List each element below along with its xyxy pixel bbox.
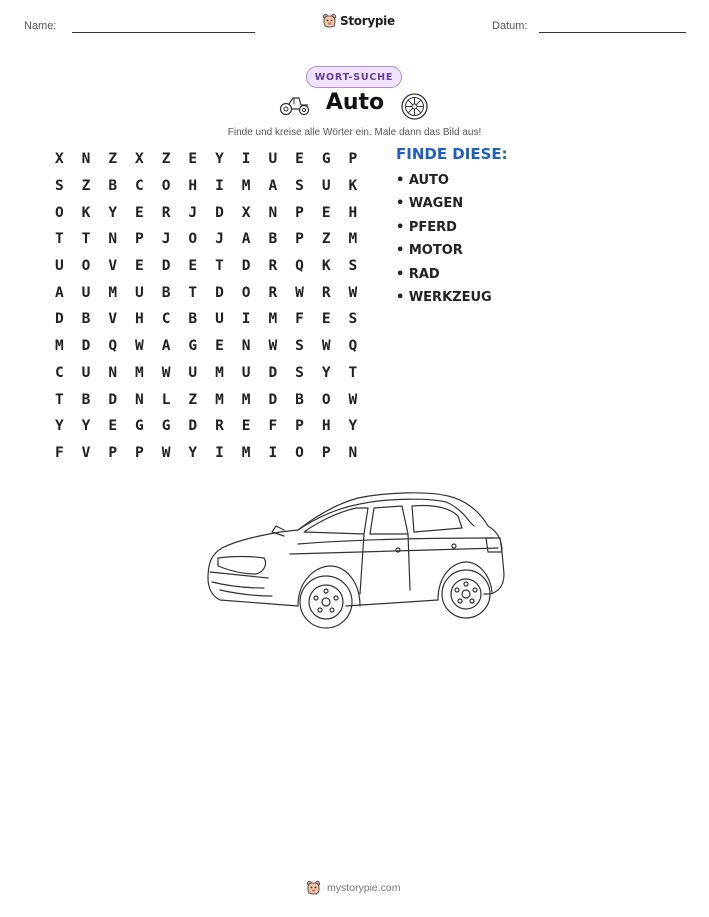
- grid-letter: U: [188, 364, 198, 381]
- grid-letter: Y: [348, 418, 358, 435]
- grid-letter: D: [241, 258, 251, 275]
- footer: [306, 880, 401, 896]
- word-list-item: • MOTOR: [396, 243, 463, 259]
- grid-letter: P: [135, 231, 144, 248]
- grid-letter: S: [348, 258, 358, 275]
- grid-letter: B: [188, 311, 198, 328]
- grid-letter: B: [108, 178, 118, 195]
- grid-letter: T: [215, 258, 224, 275]
- grid-letter: N: [108, 364, 118, 381]
- grid-letter: N: [241, 338, 251, 355]
- grid-letter: H: [135, 311, 144, 328]
- grid-letter: A: [268, 178, 278, 195]
- grid-letter: A: [161, 338, 171, 355]
- grid-letter: H: [188, 178, 198, 195]
- grid-letter: R: [268, 284, 278, 301]
- grid-letter: M: [215, 391, 224, 408]
- grid-letter: I: [215, 178, 224, 195]
- word-list-item: • AUTO: [396, 173, 449, 188]
- name-label: Name:: [24, 20, 57, 32]
- grid-letter: S: [295, 178, 304, 195]
- grid-letter: U: [268, 151, 278, 168]
- grid-letter: O: [295, 444, 304, 461]
- grid-letter: U: [215, 311, 224, 328]
- grid-letter: Z: [108, 151, 118, 168]
- grid-letter: T: [54, 231, 64, 248]
- grid-letter: P: [108, 444, 118, 461]
- grid-letter: R: [215, 418, 224, 435]
- grid-row: [46, 173, 366, 200]
- grid-row: [46, 440, 366, 467]
- grid-letter: W: [135, 338, 144, 355]
- grid-letter: D: [54, 311, 64, 328]
- grid-letter: U: [321, 178, 331, 195]
- grid-letter: M: [348, 231, 358, 248]
- grid-letter: V: [108, 258, 118, 275]
- wheel-icon: [401, 93, 428, 120]
- grid-letter: O: [321, 391, 331, 408]
- grid-letter: E: [295, 151, 304, 168]
- grid-letter: U: [81, 284, 91, 301]
- grid-letter: O: [188, 231, 198, 248]
- grid-letter: B: [295, 391, 304, 408]
- date-label: Datum:: [492, 20, 528, 32]
- tractor-icon: [279, 94, 311, 116]
- grid-letter: Y: [108, 204, 118, 221]
- grid-letter: X: [135, 151, 144, 168]
- grid-row: [46, 253, 366, 280]
- word-list-item: • WERKZEUG: [396, 289, 492, 305]
- grid-letter: Y: [188, 444, 198, 461]
- grid-row: [46, 333, 366, 360]
- grid-letter: U: [135, 284, 144, 301]
- grid-letter: T: [54, 391, 64, 408]
- grid-letter: S: [54, 178, 64, 195]
- brand-name: Storypie: [340, 14, 395, 28]
- grid-letter: P: [295, 231, 304, 248]
- grid-letter: Q: [108, 338, 118, 355]
- grid-letter: E: [135, 204, 144, 221]
- grid-letter: A: [54, 284, 64, 301]
- grid-letter: D: [215, 284, 224, 301]
- storypie-mascot-icon: [306, 880, 321, 896]
- grid-letter: J: [188, 204, 198, 221]
- grid-letter: W: [161, 364, 171, 381]
- grid-letter: Z: [81, 178, 91, 195]
- grid-letter: I: [241, 311, 251, 328]
- grid-letter: B: [81, 391, 91, 408]
- grid-letter: M: [215, 364, 224, 381]
- grid-letter: W: [268, 338, 278, 355]
- grid-letter: U: [54, 258, 64, 275]
- grid-letter: U: [241, 364, 251, 381]
- grid-letter: R: [321, 284, 331, 301]
- footer-url: mystorypie.com: [327, 882, 401, 894]
- grid-letter: M: [241, 444, 251, 461]
- grid-letter: Y: [321, 364, 331, 381]
- grid-letter: M: [268, 311, 278, 328]
- grid-letter: O: [161, 178, 171, 195]
- grid-letter: O: [54, 204, 64, 221]
- grid-letter: N: [268, 204, 278, 221]
- word-list-item: • RAD: [396, 266, 440, 282]
- grid-letter: P: [321, 444, 331, 461]
- grid-letter: J: [215, 231, 224, 248]
- grid-letter: X: [241, 204, 251, 221]
- grid-letter: I: [241, 151, 251, 168]
- category-badge: WORT-SUCHE: [306, 66, 402, 88]
- grid-letter: Y: [215, 151, 224, 168]
- grid-letter: I: [268, 444, 278, 461]
- grid-row: [46, 199, 366, 226]
- word-list: [396, 170, 492, 310]
- grid-letter: Y: [81, 418, 91, 435]
- grid-letter: P: [295, 418, 304, 435]
- grid-letter: E: [241, 418, 251, 435]
- grid-letter: H: [348, 204, 358, 221]
- grid-letter: E: [215, 338, 224, 355]
- grid-letter: C: [161, 311, 171, 328]
- grid-letter: X: [54, 151, 64, 168]
- grid-letter: B: [161, 284, 171, 301]
- grid-letter: P: [295, 204, 304, 221]
- word-list-item: • WAGEN: [396, 196, 464, 212]
- grid-letter: R: [161, 204, 171, 221]
- grid-row: [46, 306, 366, 333]
- grid-letter: S: [348, 311, 358, 328]
- word-list-title: FINDE DIESE:: [396, 145, 508, 163]
- grid-letter: E: [188, 151, 198, 168]
- grid-letter: T: [188, 284, 198, 301]
- grid-letter: F: [295, 311, 304, 328]
- grid-letter: D: [108, 391, 118, 408]
- grid-letter: G: [135, 418, 144, 435]
- grid-letter: P: [135, 444, 144, 461]
- brand-logo: [322, 13, 395, 29]
- grid-letter: Z: [188, 391, 198, 408]
- grid-letter: J: [161, 231, 171, 248]
- grid-letter: S: [295, 364, 304, 381]
- grid-letter: D: [215, 204, 224, 221]
- grid-row: [46, 146, 366, 173]
- grid-letter: Z: [321, 231, 331, 248]
- grid-letter: L: [161, 391, 171, 408]
- grid-letter: E: [188, 258, 198, 275]
- date-line: [539, 32, 686, 33]
- grid-letter: I: [215, 444, 224, 461]
- grid-letter: D: [161, 258, 171, 275]
- grid-letter: C: [54, 364, 64, 381]
- grid-row: [46, 279, 366, 306]
- grid-letter: E: [135, 258, 144, 275]
- grid-letter: T: [348, 364, 358, 381]
- grid-row: [46, 360, 366, 387]
- grid-letter: G: [321, 151, 331, 168]
- grid-letter: D: [268, 391, 278, 408]
- grid-letter: Z: [161, 151, 171, 168]
- grid-row: [46, 226, 366, 253]
- grid-letter: K: [321, 258, 331, 275]
- grid-row: [46, 413, 366, 440]
- grid-letter: W: [295, 284, 304, 301]
- grid-letter: D: [81, 338, 91, 355]
- grid-letter: Y: [54, 418, 64, 435]
- storypie-mascot-icon: [322, 13, 337, 29]
- grid-letter: N: [348, 444, 358, 461]
- grid-letter: N: [81, 151, 91, 168]
- grid-letter: M: [135, 364, 144, 381]
- word-search-grid: [46, 146, 366, 466]
- grid-letter: G: [161, 418, 171, 435]
- grid-letter: U: [81, 364, 91, 381]
- grid-letter: Q: [295, 258, 304, 275]
- grid-letter: B: [268, 231, 278, 248]
- grid-letter: E: [321, 204, 331, 221]
- grid-letter: W: [161, 444, 171, 461]
- grid-letter: D: [268, 364, 278, 381]
- grid-letter: W: [321, 338, 331, 355]
- grid-letter: W: [348, 391, 358, 408]
- name-line: [72, 32, 255, 33]
- grid-letter: O: [241, 284, 251, 301]
- grid-letter: A: [241, 231, 251, 248]
- grid-letter: M: [241, 178, 251, 195]
- grid-letter: K: [81, 204, 91, 221]
- grid-letter: S: [295, 338, 304, 355]
- grid-letter: M: [108, 284, 118, 301]
- grid-letter: W: [348, 284, 358, 301]
- page-title: Auto: [325, 90, 385, 115]
- grid-letter: V: [81, 444, 91, 461]
- grid-letter: E: [108, 418, 118, 435]
- grid-letter: G: [188, 338, 198, 355]
- grid-letter: K: [348, 178, 358, 195]
- grid-letter: R: [268, 258, 278, 275]
- grid-letter: N: [108, 231, 118, 248]
- grid-letter: D: [188, 418, 198, 435]
- grid-letter: E: [321, 311, 331, 328]
- grid-letter: V: [108, 311, 118, 328]
- car-illustration: [198, 482, 510, 642]
- grid-letter: F: [54, 444, 64, 461]
- grid-letter: B: [81, 311, 91, 328]
- grid-letter: N: [135, 391, 144, 408]
- grid-letter: P: [348, 151, 358, 168]
- grid-letter: O: [81, 258, 91, 275]
- grid-letter: T: [81, 231, 91, 248]
- word-list-item: • PFERD: [396, 219, 457, 235]
- grid-letter: M: [54, 338, 64, 355]
- instructions: Finde und kreise alle Wörter ein. Male dann das Bild aus!: [227, 127, 482, 138]
- grid-letter: F: [268, 418, 278, 435]
- grid-letter: Q: [348, 338, 358, 355]
- grid-letter: H: [321, 418, 331, 435]
- grid-letter: C: [135, 178, 144, 195]
- grid-letter: M: [241, 391, 251, 408]
- grid-row: [46, 386, 366, 413]
